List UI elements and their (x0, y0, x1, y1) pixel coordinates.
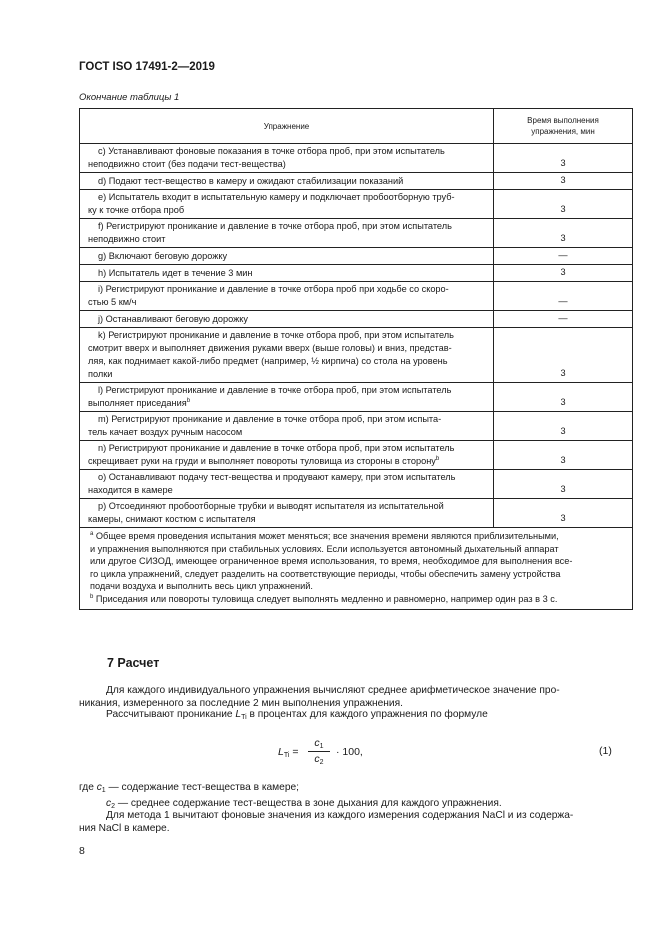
time-cell: 3 (494, 265, 633, 282)
paragraph-1: Для каждого индивидуального упражнения вычисляют среднее арифметическое значение про- никания, измеренного за последние 2 мин выполнения упражнения. (79, 685, 560, 709)
exercise-cell: f) Регистрируют проникание и давление в точке отбора проб, при этом испытатель неподвижно стоит (80, 219, 494, 248)
document-code: ГОСТ ISO 17491-2—2019 (79, 61, 215, 73)
table-row (80, 470, 633, 499)
exercise-cell: g) Включают беговую дорожку (80, 248, 494, 265)
table-notes: $^a$ Общее время проведения испытания может меняться; все значения времени являются приблизительными, и упражнения выполняются при стабильных условиях. Если используется автономный дыхательный аппарат или другое СИЗОД, имеющее ограниченное время использования, то время, необходимое для выполнения все- го цикла упражнений, следует разделить на соответствующие периоды, чтобы обеспечить замену устройства подачи воздуха и выполнить весь цикл упражнений. $^b$ Приседания или повороты туловища следует выполнять медленно и равномерно, например один раз в 3 с. (80, 528, 633, 610)
table-row (80, 328, 633, 383)
section-title: 7 Расчет (107, 656, 160, 670)
table-row (80, 144, 633, 173)
paragraph-2: Рассчитывают проникание $L_{Ti}$ в процентах для каждого упражнения по формуле (106, 709, 488, 721)
footnote-ref-b: b (435, 455, 440, 462)
table-row (80, 499, 633, 528)
table-header-row (80, 109, 633, 144)
column-header-time-line2: упражнения, мин (531, 127, 595, 136)
exercise-cell: n) Регистрируют проникание и давление в точке отбора проб, при этом испытатель скрещивает руки на груди и выполняет повороты туловища из стороны в сторону$^b$ (80, 441, 494, 470)
table-notes-row (80, 528, 633, 610)
exercise-cell: l) Регистрируют проникание и давление в точке отбора проб, при этом испытатель выполняет приседания$^b$ (80, 383, 494, 412)
exercise-cell: j) Останавливают беговую дорожку (80, 311, 494, 328)
column-header-time-line1: Время выполнения (527, 116, 599, 125)
table-row (80, 282, 633, 311)
exercise-cell: i) Регистрируют проникание и давление в точке отбора проб при ходьбе со скоро- стью 5 км/ч (80, 282, 494, 311)
exercise-cell: d) Подают тест-вещество в камеру и ожидают стабилизации показаний (80, 173, 494, 190)
exercise-cell: c) Устанавливают фоновые показания в точке отбора проб, при этом испытатель неподвижно стоит (без подачи тест-вещества) (80, 144, 494, 173)
time-cell: 3 (494, 328, 633, 383)
exercise-cell: k) Регистрируют проникание и давление в точке отбора проб, при этом испытатель смотрит вверх и выполняет движения руками вверх (выше головы) и вниз, представ- ляя, как поднимает какой-либо предмет (например, ½ кирпича) со стола на уровень полки (80, 328, 494, 383)
table-row (80, 412, 633, 441)
table-caption: Окончание таблицы 1 (79, 92, 180, 103)
exercise-cell: o) Останавливают подачу тест-вещества и продувают камеру, при этом испытатель находится в камере (80, 470, 494, 499)
table-row (80, 265, 633, 282)
exercise-cell: m) Регистрируют проникание и давление в точке отбора проб, при этом испыта- тель качает воздух ручным насосом (80, 412, 494, 441)
time-cell: 3 (494, 173, 633, 190)
time-cell: 3 (494, 441, 633, 470)
table-row (80, 441, 633, 470)
note-b: $^b$ Приседания или повороты туловища следует выполнять медленно и равномерно, например один раз в 3 с. (90, 593, 558, 604)
footnote-ref-b: b (186, 397, 191, 404)
time-cell: 3 (494, 499, 633, 528)
time-cell: 3 (494, 190, 633, 219)
paragraph-3: Для метода 1 вычитают фоновые значения из каждого измерения содержания NaCl и из содержа- ния NaCl в камере. (79, 810, 574, 834)
page-number: 8 (79, 845, 85, 857)
formula-lhs: $L_{Ti}$ = (278, 746, 299, 759)
exercise-table (79, 108, 633, 610)
time-cell: — (494, 282, 633, 311)
exercise-cell: h) Испытатель идет в течение 3 мин (80, 265, 494, 282)
equation-number: (1) (599, 745, 612, 757)
column-header-exercise: Упражнение (80, 109, 494, 144)
time-cell: 3 (494, 412, 633, 441)
time-cell: 3 (494, 219, 633, 248)
table-row (80, 219, 633, 248)
table-row (80, 173, 633, 190)
formula-rhs: · 100, (336, 746, 363, 758)
table-row (80, 311, 633, 328)
time-cell: 3 (494, 383, 633, 412)
time-cell: 3 (494, 470, 633, 499)
column-header-time (494, 109, 633, 144)
note-a: $^a$ Общее время проведения испытания может меняться; все значения времени являются приблизительными, (90, 530, 559, 541)
where-clause: где $c_1$ — содержание тест-вещества в камере; $c_2$ — среднее содержание тест-вещества в зоне дыхания для каждого упражнения. (79, 782, 502, 810)
formula-fraction: $\frac{c_1}{c_2}$ (308, 737, 330, 766)
exercise-cell: e) Испытатель входит в испытательную камеру и подключает пробоотборную труб- ку к точке отбора проб (80, 190, 494, 219)
time-cell: — (494, 311, 633, 328)
time-cell: 3 (494, 144, 633, 173)
table-row (80, 190, 633, 219)
table-row (80, 248, 633, 265)
table-row (80, 383, 633, 412)
exercise-cell: p) Отсоединяют пробоотборные трубки и выводят испытателя из испытательной камеры, снимают костюм с испытателя (80, 499, 494, 528)
time-cell: — (494, 248, 633, 265)
